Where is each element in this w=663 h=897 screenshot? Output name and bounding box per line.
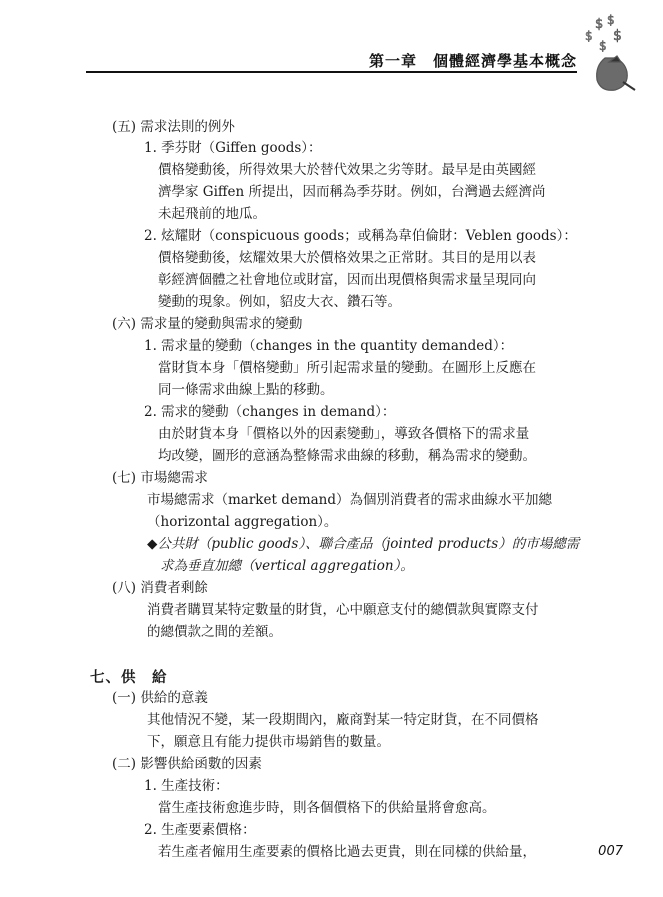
s5-item2-line2: 彰經濟個體之社會地位或財富，因而出現價格與需求量呈現同向: [158, 272, 536, 288]
s6-item2-line2: 均改變，圖形的意涵為整條需求曲線的移動，稱為需求的變動。: [158, 448, 536, 464]
s5-item1-title: 1. 季芬財（Giffen goods）：: [144, 140, 322, 156]
s6-item2-title: 2. 需求的變動（changes in demand）：: [144, 404, 396, 420]
sup2-heading: (二) 影響供給函數的因素: [112, 756, 262, 772]
s5-heading: (五) 需求法則的例外: [112, 119, 235, 135]
s6-item2-line1: 由於財貨本身「價格以外的因素變動」，導致各價格下的需求量: [158, 426, 530, 442]
s6-heading: (六) 需求量的變動與需求的變動: [112, 316, 303, 332]
sup2-item1-title: 1. 生產技術：: [144, 778, 229, 794]
sup2-item1-line1: 當生產技術愈進步時，則各個價格下的供給量將會愈高。: [158, 800, 496, 816]
s8-heading: (八) 消費者剩餘: [112, 580, 208, 596]
svg-text:$: $: [599, 39, 607, 53]
s8-line1: 消費者購買某特定數量的財貨，心中願意支付的總價款與實際支付: [147, 602, 539, 618]
s5-item2-line1: 價格變動後，炫耀效果大於價格效果之正常財。其目的是用以表: [158, 250, 536, 266]
s6-item1-title: 1. 需求量的變動（changes in the quantity demanded）：: [144, 338, 514, 354]
page-number: 007: [598, 844, 623, 859]
sup1-heading: (一) 供給的意義: [112, 690, 208, 706]
sup2-item2-line1: 若生產者僱用生產要素的價格比過去更貴，則在同樣的供給量，: [158, 844, 536, 860]
chapter-title: 第一章 個體經濟學基本概念: [368, 52, 577, 70]
svg-text:$: $: [613, 28, 622, 44]
svg-text:$: $: [585, 29, 593, 43]
s7-line2: （horizontal aggregation）。: [147, 514, 338, 530]
s7-heading: (七) 市場總需求: [112, 470, 208, 486]
s5-item2-line3: 變動的現象。例如，貂皮大衣、鑽石等。: [158, 294, 401, 310]
s5-item1-line2: 濟學家 Giffen 所提出，因而稱為季芬財。例如，台灣過去經濟尚: [158, 184, 546, 200]
s6-item1-line2: 同一條需求曲線上點的移動。: [158, 382, 334, 398]
s5-item1-line1: 價格變動後，所得效果大於替代效果之劣等財。最早是由英國經: [158, 162, 536, 178]
section-7-title: 七、供 給: [90, 669, 168, 686]
sup1-line2: 下，願意且有能力提供市場銷售的數量。: [147, 734, 390, 750]
s5-item1-line3: 未起飛前的地瓜。: [158, 206, 266, 222]
sup1-line1: 其他情況不變，某一段期間內，廠商對某一特定財貨，在不同價格: [147, 712, 539, 728]
s7-note-line1: ◆公共財（public goods）、聯合產品（jointed products）的市場總需: [147, 536, 580, 552]
svg-text:$: $: [595, 17, 604, 32]
s7-note-line2: 求為垂直加總（vertical aggregation）。: [160, 558, 414, 574]
sup2-item2-title: 2. 生產要素價格：: [144, 822, 256, 838]
s6-item1-line1: 當財貨本身「價格變動」所引起需求量的變動。在圖形上反應在: [158, 360, 536, 376]
s5-item2-title: 2. 炫耀財（conspicuous goods；或稱為韋伯倫財：Veblen goods）：: [144, 228, 577, 244]
s8-line2: 的總價款之間的差額。: [147, 624, 282, 640]
s7-line1: 市場總需求（market demand）為個別消費者的需求曲線水平加總: [147, 492, 553, 508]
svg-text:$: $: [607, 13, 615, 27]
